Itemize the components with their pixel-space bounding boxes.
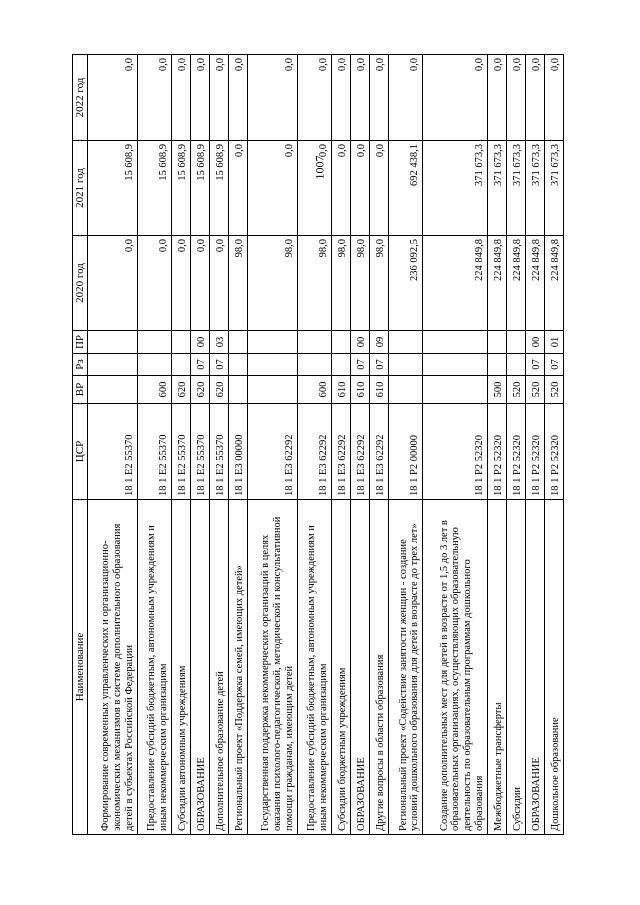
cell-csr: 18 1 E3 62292 bbox=[297, 404, 331, 500]
header-2020: 2020 год bbox=[73, 236, 88, 331]
table-row bbox=[171, 55, 190, 835]
cell-name: Другие вопросы в области образования bbox=[369, 500, 388, 835]
cell-vr bbox=[229, 376, 248, 404]
table-row bbox=[544, 55, 563, 835]
cell-vr: 610 bbox=[331, 376, 350, 404]
cell-vr bbox=[248, 376, 297, 404]
cell-y2021: 371 673,3 bbox=[544, 141, 563, 236]
cell-vr: 520 bbox=[506, 376, 525, 404]
cell-pr: 01 bbox=[544, 331, 563, 354]
cell-pr: 00 bbox=[350, 331, 369, 354]
cell-pr bbox=[248, 331, 297, 354]
header-name: Наименование bbox=[73, 500, 88, 835]
cell-vr: 620 bbox=[190, 376, 209, 404]
cell-y2020: 224 849,8 bbox=[525, 236, 544, 331]
cell-y2020: 0,0 bbox=[88, 236, 137, 331]
cell-vr: 600 bbox=[297, 376, 331, 404]
cell-vr bbox=[423, 376, 488, 404]
cell-y2020: 0,0 bbox=[137, 236, 171, 331]
cell-pr bbox=[88, 331, 137, 354]
cell-rz bbox=[331, 354, 350, 376]
cell-rz: 07 bbox=[544, 354, 563, 376]
cell-name: Формирование современных управленческих и организационно-экономических механизмов в системе дополнительного образования детей в субъектах Российской Федерации bbox=[88, 500, 137, 835]
cell-y2021: 15 608,9 bbox=[171, 141, 190, 236]
cell-csr: 18 1 E2 55370 bbox=[88, 404, 137, 500]
cell-name: Межбюджетные трансферты bbox=[487, 500, 506, 835]
cell-rz bbox=[248, 354, 297, 376]
cell-y2021: 15 608,9 bbox=[88, 141, 137, 236]
table-header-row bbox=[73, 55, 88, 835]
cell-rz bbox=[506, 354, 525, 376]
cell-y2022: 0,0 bbox=[331, 55, 350, 141]
cell-y2021: 15 608,9 bbox=[137, 141, 171, 236]
budget-table bbox=[72, 54, 564, 835]
cell-csr: 18 1 E3 62292 bbox=[248, 404, 297, 500]
cell-y2022: 0,0 bbox=[423, 55, 488, 141]
cell-y2022: 0,0 bbox=[506, 55, 525, 141]
cell-y2021: 0,0 bbox=[229, 141, 248, 236]
cell-csr: 18 1 E3 62292 bbox=[331, 404, 350, 500]
cell-name: ОБРАЗОВАНИЕ bbox=[525, 500, 544, 835]
cell-csr: 18 1 P2 00000 bbox=[388, 404, 422, 500]
cell-csr: 18 1 P2 52320 bbox=[544, 404, 563, 500]
table-row bbox=[137, 55, 171, 835]
cell-y2022: 0,0 bbox=[350, 55, 369, 141]
cell-vr: 620 bbox=[210, 376, 229, 404]
cell-y2021: 371 673,3 bbox=[506, 141, 525, 236]
cell-pr: 09 bbox=[369, 331, 388, 354]
cell-csr: 18 1 P2 52320 bbox=[423, 404, 488, 500]
cell-rz bbox=[88, 354, 137, 376]
page-number: 1007 bbox=[312, 155, 327, 180]
cell-name: Государственная поддержка некоммерческих организаций в целях оказания психолого-педагогической, методической и консультативной помощи гражданам, имеющим детей bbox=[248, 500, 297, 835]
cell-y2021: 371 673,3 bbox=[487, 141, 506, 236]
cell-pr: 00 bbox=[190, 331, 209, 354]
cell-rz: 07 bbox=[369, 354, 388, 376]
cell-csr: 18 1 E2 55370 bbox=[171, 404, 190, 500]
cell-y2020: 236 092,5 bbox=[388, 236, 422, 331]
cell-csr: 18 1 E3 00000 bbox=[229, 404, 248, 500]
table-row bbox=[210, 55, 229, 835]
table-row bbox=[88, 55, 137, 835]
cell-vr: 610 bbox=[369, 376, 388, 404]
table-row bbox=[388, 55, 422, 835]
table-row bbox=[297, 55, 331, 835]
cell-rz: 07 bbox=[350, 354, 369, 376]
cell-y2020: 224 849,8 bbox=[487, 236, 506, 331]
cell-pr bbox=[423, 331, 488, 354]
cell-y2020: 224 849,8 bbox=[423, 236, 488, 331]
cell-y2020: 98,0 bbox=[248, 236, 297, 331]
cell-name: Создание дополнительных мест для детей в возрасте от 1,5 до 3 лет в образовательных организациях, осуществляющих образовательную деятельность по образовательным программам дошкольного образования bbox=[423, 500, 488, 835]
cell-vr: 520 bbox=[525, 376, 544, 404]
cell-name: Предоставление субсидий бюджетным, автономным учреждениям и иным некоммерческим организациям bbox=[297, 500, 331, 835]
cell-name: Дополнительное образование детей bbox=[210, 500, 229, 835]
cell-y2021: 15 608,9 bbox=[190, 141, 209, 236]
header-rz: Рз bbox=[73, 354, 88, 376]
cell-csr: 18 1 E3 62292 bbox=[369, 404, 388, 500]
cell-y2020: 0,0 bbox=[171, 236, 190, 331]
cell-pr bbox=[229, 331, 248, 354]
cell-csr: 18 1 E3 62292 bbox=[350, 404, 369, 500]
cell-pr bbox=[171, 331, 190, 354]
cell-y2022: 0,0 bbox=[544, 55, 563, 141]
cell-y2022: 0,0 bbox=[525, 55, 544, 141]
cell-rz: 07 bbox=[525, 354, 544, 376]
table-body bbox=[88, 55, 564, 835]
cell-name: Субсидии автономным учреждениям bbox=[171, 500, 190, 835]
cell-y2022: 0,0 bbox=[171, 55, 190, 141]
cell-pr bbox=[388, 331, 422, 354]
cell-vr: 500 bbox=[487, 376, 506, 404]
cell-y2020: 0,0 bbox=[210, 236, 229, 331]
cell-pr: 03 bbox=[210, 331, 229, 354]
cell-y2022: 0,0 bbox=[388, 55, 422, 141]
cell-y2020: 98,0 bbox=[369, 236, 388, 331]
cell-pr bbox=[506, 331, 525, 354]
cell-rz bbox=[388, 354, 422, 376]
cell-y2021: 371 673,3 bbox=[423, 141, 488, 236]
cell-vr bbox=[88, 376, 137, 404]
cell-pr bbox=[297, 331, 331, 354]
cell-y2020: 0,0 bbox=[190, 236, 209, 331]
cell-pr bbox=[487, 331, 506, 354]
cell-name: Региональный проект «Поддержка семей, имеющих детей» bbox=[229, 500, 248, 835]
cell-csr: 18 1 P2 52320 bbox=[525, 404, 544, 500]
cell-y2021: 0,0 bbox=[350, 141, 369, 236]
cell-name: ОБРАЗОВАНИЕ bbox=[350, 500, 369, 835]
table-row bbox=[525, 55, 544, 835]
cell-name: ОБРАЗОВАНИЕ bbox=[190, 500, 209, 835]
cell-rz bbox=[423, 354, 488, 376]
cell-vr: 610 bbox=[350, 376, 369, 404]
cell-csr: 18 1 E2 55370 bbox=[137, 404, 171, 500]
table-row bbox=[369, 55, 388, 835]
header-csr: ЦСР bbox=[73, 404, 88, 500]
cell-rz bbox=[487, 354, 506, 376]
cell-name: Региональный проект «Содействие занятости женщин - создание условий дошкольного образования для детей в возрасте до трех лет» bbox=[388, 500, 422, 835]
cell-y2022: 0,0 bbox=[190, 55, 209, 141]
cell-y2022: 0,0 bbox=[210, 55, 229, 141]
cell-y2021: 692 438,1 bbox=[388, 141, 422, 236]
cell-rz bbox=[171, 354, 190, 376]
cell-y2022: 0,0 bbox=[88, 55, 137, 141]
cell-csr: 18 1 P2 52320 bbox=[506, 404, 525, 500]
cell-y2020: 98,0 bbox=[350, 236, 369, 331]
cell-y2022: 0,0 bbox=[369, 55, 388, 141]
header-vr: ВР bbox=[73, 376, 88, 404]
cell-vr: 600 bbox=[137, 376, 171, 404]
cell-rz bbox=[229, 354, 248, 376]
cell-name: Субсидии бюджетным учреждениям bbox=[331, 500, 350, 835]
cell-csr: 18 1 E2 55370 bbox=[210, 404, 229, 500]
header-2021: 2021 год bbox=[73, 141, 88, 236]
rotated-page bbox=[72, 55, 564, 835]
cell-vr bbox=[388, 376, 422, 404]
table-row bbox=[423, 55, 488, 835]
cell-pr bbox=[137, 331, 171, 354]
header-2022: 2022 год bbox=[73, 55, 88, 141]
table-row bbox=[248, 55, 297, 835]
cell-y2020: 98,0 bbox=[297, 236, 331, 331]
cell-name: Дошкольное образование bbox=[544, 500, 563, 835]
cell-csr: 18 1 P2 52320 bbox=[487, 404, 506, 500]
cell-y2021: 0,0 bbox=[369, 141, 388, 236]
cell-rz bbox=[137, 354, 171, 376]
header-pr: ПР bbox=[73, 331, 88, 354]
cell-y2020: 224 849,8 bbox=[506, 236, 525, 331]
cell-y2020: 224 849,8 bbox=[544, 236, 563, 331]
cell-name: Предоставление субсидий бюджетным, автономным учреждениям и иным некоммерческим организациям bbox=[137, 500, 171, 835]
cell-name: Субсидии bbox=[506, 500, 525, 835]
table-row bbox=[506, 55, 525, 835]
cell-y2022: 0,0 bbox=[248, 55, 297, 141]
cell-y2020: 98,0 bbox=[331, 236, 350, 331]
cell-y2022: 0,0 bbox=[487, 55, 506, 141]
table-row bbox=[350, 55, 369, 835]
table-row bbox=[229, 55, 248, 835]
cell-rz: 07 bbox=[210, 354, 229, 376]
cell-csr: 18 1 E2 55370 bbox=[190, 404, 209, 500]
table-row bbox=[331, 55, 350, 835]
table-row bbox=[487, 55, 506, 835]
cell-y2021: 0,0 bbox=[248, 141, 297, 236]
cell-y2021: 0,0 bbox=[297, 141, 331, 236]
cell-rz: 07 bbox=[190, 354, 209, 376]
cell-rz bbox=[297, 354, 331, 376]
cell-y2022: 0,0 bbox=[297, 55, 331, 141]
cell-pr bbox=[331, 331, 350, 354]
cell-y2021: 15 608,9 bbox=[210, 141, 229, 236]
table-row bbox=[190, 55, 209, 835]
cell-y2021: 0,0 bbox=[331, 141, 350, 236]
cell-y2022: 0,0 bbox=[229, 55, 248, 141]
cell-y2022: 0,0 bbox=[137, 55, 171, 141]
cell-y2021: 371 673,3 bbox=[525, 141, 544, 236]
cell-vr: 520 bbox=[544, 376, 563, 404]
cell-pr: 00 bbox=[525, 331, 544, 354]
cell-y2020: 98,0 bbox=[229, 236, 248, 331]
cell-vr: 620 bbox=[171, 376, 190, 404]
